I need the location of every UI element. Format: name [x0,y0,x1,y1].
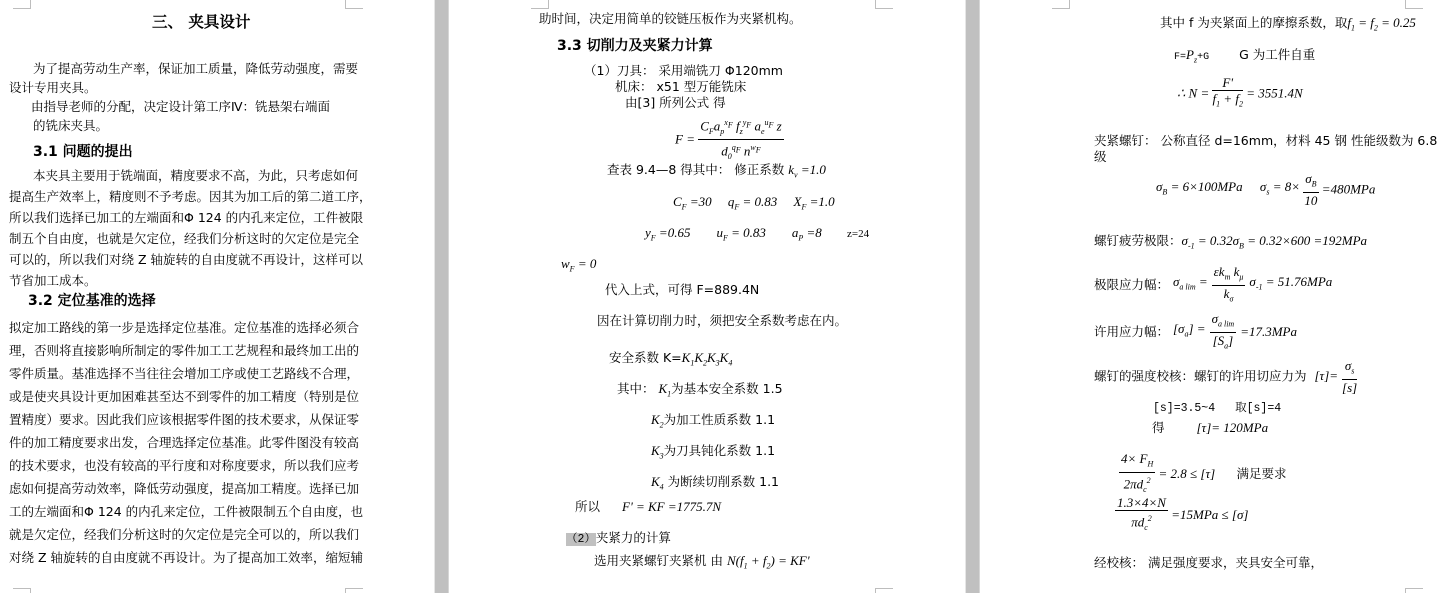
page-corner-mark [13,0,31,9]
section-heading-3-3: 3.3 切削力及夹紧力计算 [557,38,713,54]
paragraph-line: 置精度）要求。因此我们应该根据零件图的技术要求，从保证零 [9,412,360,427]
page-gap [434,0,449,593]
result-line: 所以 F' = KF =1775.7N [575,499,722,514]
paragraph-line: 就是欠定位，经我们分析这时的欠定位是完全可以的，所以我们 [9,527,360,542]
conclusion-line: 经校核： 满足强度要求，夹具安全可靠， [1094,555,1323,570]
paragraph-line: 理，否则将直接影响所制定的零件加工工艺规程和最终加工出的 [9,343,360,358]
friction-line: 其中 f 为夹紧面上的摩擦系数，取$f_1 = f_2 = 0.25$ [1160,15,1416,33]
section-heading-3-2: 3.2 定位基准的选择 [28,293,156,309]
tau-result-line: 得 [τ]= 120MPa [1152,420,1269,435]
strength-check-line: 螺钉的强度校核：螺钉的许用切应力为 [τ]= $\frac{\sigma_s}{[s]}$ [1094,358,1358,395]
force-sum-line: $F=P_z+G$ G 为工件自重 [1174,47,1316,65]
page-corner-mark [1052,0,1070,9]
k2-line: $K_2$为加工性质系数 1.1 [651,412,776,430]
substitution-line: 代入上式，可得 F=889.4N [605,282,760,297]
safety-range-line: [s]=3.5~4 取[s]=4 [1153,400,1282,415]
paragraph-line: 零件质量。基准选择不当往往会增加工序或使工艺路线不合理， [9,366,360,381]
paragraph-line: 制五个自由度，也就是欠定位，经我们分析这时的欠定位是完全 [9,231,360,246]
coefficient-row-2: $y_F =0.65$ $u_F = 0.83$ $a_P =8$ z=24 [645,225,870,243]
paragraph-line: 由指导老师的分配，决定设计第工序Ⅳ：铣悬架右端面 [31,99,331,114]
k3-line: $K_3$为刀具钝化系数 1.1 [651,443,776,461]
cutting-force-formula: F = $\frac{C_Fa_p^{x_F} f_z^{y_F} a_e^{u_F} z}{d_0^{q_F} n^{w_F}}$ [675,115,784,164]
limit-stress-line: 极限应力幅： $\sigma_{a lim}$ = $\frac{\varepsilon k_m k_\mu}{k_\sigma}$ $\sigma_{-1} = 51.76MPa$ [1094,264,1333,304]
paragraph-line: 设计专用夹具。 [9,80,97,95]
tensile-check-formula: $\frac{1.3\times 4\times N}{\pi d_c^2}$ =15MPa ≤ [σ] [1117,495,1249,532]
paragraph-line: 可以的，所以我们对绕 Z 轴旋转的自由度就不再设计，这样可以 [9,252,364,267]
page-corner-mark [345,588,363,593]
fatigue-limit-line: 螺钉疲劳极限：$\sigma_{-1} = 0.32\sigma_B = 0.32\times 600 =192MPa$ [1094,233,1368,251]
wf-value: $w_F = 0$ [561,256,597,274]
k4-line: $K_4$ 为断续切削系数 1.1 [651,474,779,492]
clamp-line: 选用夹紧螺钉夹紧机 由 $N(f_1 + f_2) = KF'$ [594,553,810,571]
paragraph-line: 本夹具主要用于铣端面，精度要求不高，为此，只考虑如何 [33,168,359,183]
allowable-stress-line: 许用应力幅： $[\sigma_a]$ = $\frac{\sigma_{a lim}}{[S_a]}$ =17.3MPa [1094,311,1297,351]
normal-force-formula: ∴ N = $\frac{F'}{f_1 + f_2}$ = 3551.4N [1177,75,1303,109]
safety-note: 因在计算切削力时，须把安全系数考虑在内。 [597,313,848,328]
paragraph-line: 节省加工成本。 [9,273,97,288]
table-lookup-line: 查表 9.4—8 得其中： 修正系数 $k_v =1.0$ [607,162,826,180]
clamp-heading: （2）夹紧力的计算 [566,530,671,546]
document-page-1 [0,0,434,593]
paragraph-line: 的铣床夹具。 [33,118,109,133]
kv-value: $k_v =1.0$ [788,162,826,180]
page-corner-mark [345,0,363,9]
safety-factor-line: 安全系数 $K=K_1K_2K_3K_4$ [609,350,733,368]
page-corner-mark [1405,0,1423,9]
paragraph-line: 的技术要求，也没有较高的平行度和对称度要求，所以我们应考 [9,458,360,473]
paragraph-line: 拟定加工路线的第一步是选择定位基准。定位基准的选择必须合 [9,320,360,335]
coefficient-row-1: $C_F =30$ $q_F = 0.83$ $X_F =1.0$ [673,194,835,212]
bolt-spec-line: 级 [1094,149,1107,164]
bolt-spec-line: 夹紧螺钉： 公称直径 d=16mm，材料 45 钢 性能级数为 6.8 [1094,133,1438,148]
machine-line: 机床： x51 型万能铣床 [615,79,747,94]
paragraph-line: 所以我们选择已加工的左端面和Φ 124 的内孔来定位，工件被限 [9,210,364,225]
yield-strength-formula: $\sigma_B = 6\times 100MPa$ $\sigma_s = 8\times$ $\frac{\sigma_B}{10}$ =480MPa [1156,171,1376,208]
chapter-title: 三、 夹具设计 [152,13,251,31]
paragraph-line: 件的加工精度要求出发，合理选择定位基准。此零件图没有较高 [9,435,360,450]
paragraph-line: 为了提高劳动生产率，保证加工质量，降低劳动强度，需要 [33,61,359,76]
page-corner-mark [1405,588,1423,593]
paragraph-line: 提高生产效率上，精度则不予考虑。因其为加工后的第二道工序， [9,189,372,204]
document-page-2 [449,0,965,593]
paragraph-line: 或是使夹具设计更加困难甚至达不到零件的加工精度（特别是位 [9,389,360,404]
tool-line: （1）刀具： 采用端铣刀 Φ120mm [584,63,783,78]
paragraph-line: 对绕 Z 轴旋转的自由度就不再设计。为了提高加工效率，缩短辅 [9,550,364,565]
page-corner-mark [875,588,893,593]
paragraph-line: 工的左端面和Φ 124 的内孔来定位，工件被限制五个自由度，也 [9,504,364,519]
k1-line: 其中： $K_1$为基本安全系数 1.5 [617,381,783,399]
document-page-3 [980,0,1450,593]
page-corner-mark [13,588,31,593]
reference-line: 由[3] 所列公式 得 [625,95,726,110]
page-corner-mark [875,0,893,9]
page-corner-mark [531,0,549,9]
paragraph-line: 虑如何提高劳动效率，降低劳动强度，提高加工精度。选择已加 [9,481,360,496]
paragraph-line: 助时间，决定用简单的铰链压板作为夹紧机构。 [539,11,802,26]
page-gap [965,0,980,593]
shear-check-formula: $\frac{4\times F_H}{2\pi d_c^2}$ = 2.8 ≤ [τ] 满足要求 [1121,451,1287,494]
section-heading-3-1: 3.1 问题的提出 [33,144,133,160]
